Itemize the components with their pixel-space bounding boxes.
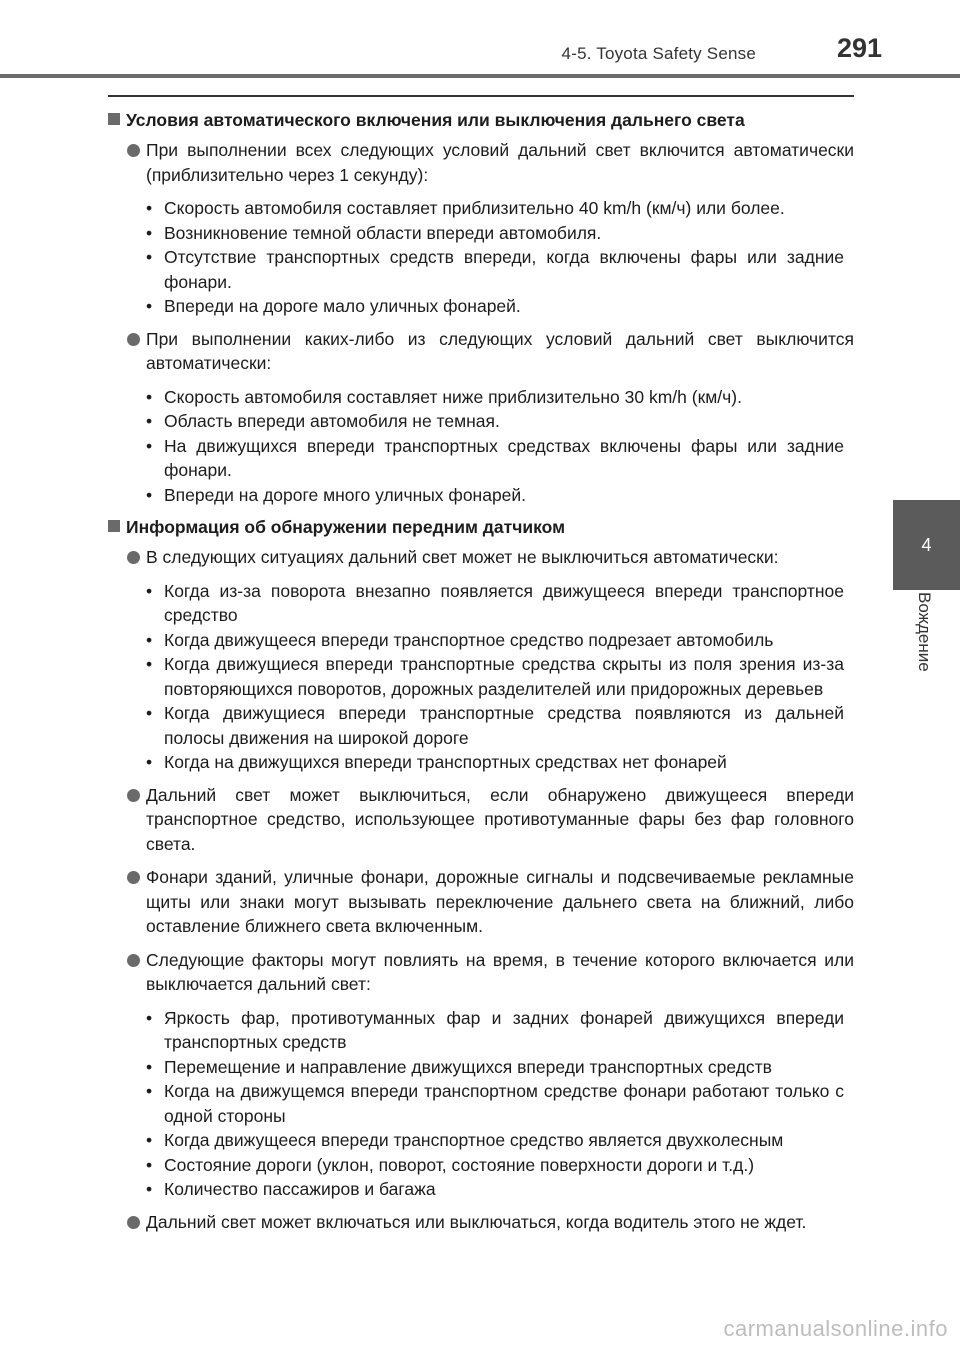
paragraph bbox=[108, 948, 854, 997]
bullet-item: • Когда на движущемся впереди транспортном средстве фонари работают только с одной стороны bbox=[108, 1079, 854, 1128]
section-heading-text: Условия автоматического включения или выключения дальнего света bbox=[126, 110, 745, 130]
chapter-label-text: Вождение bbox=[915, 592, 934, 672]
square-bullet-icon bbox=[108, 113, 120, 125]
paragraph-text: При выполнении всех следующих условий дальний свет включится автоматически (приблизительно через 1 секунду): bbox=[146, 140, 854, 185]
bullet-item: • Состояние дороги (уклон, поворот, состояние поверхности дороги и т.д.) bbox=[108, 1153, 854, 1178]
bullet-item: • Количество пассажиров и багажа bbox=[108, 1177, 854, 1202]
paragraph-text: В следующих ситуациях дальний свет может не выключиться автоматически: bbox=[146, 547, 779, 567]
paragraph-text: Фонари зданий, уличные фонари, дорожные сигналы и подсвечиваемые рекламные щиты или знаки могут вызывать переключение дальнего света на ближний, либо оставление ближнего света включенным. bbox=[146, 867, 854, 936]
section-heading-text: Информация об обнаружении передним датчиком bbox=[126, 517, 566, 537]
paragraph bbox=[108, 545, 854, 570]
circle-bullet-icon bbox=[127, 551, 140, 564]
content-divider bbox=[108, 95, 854, 97]
watermark: carmanualsonline.info bbox=[723, 1316, 948, 1341]
paragraph bbox=[108, 865, 854, 939]
bullet-list bbox=[108, 1006, 854, 1202]
bullet-item: • Скорость автомобиля составляет ниже приблизительно 30 km/h (км/ч). bbox=[108, 385, 854, 410]
bullet-item: • На движущихся впереди транспортных средствах включены фары или задние фонари. bbox=[108, 434, 854, 483]
bullet-item: • Когда движущееся впереди транспортное средство подрезает автомобиль bbox=[108, 628, 854, 653]
chapter-label bbox=[893, 592, 960, 712]
paragraph bbox=[108, 1210, 854, 1235]
page-content bbox=[108, 108, 854, 1243]
section-heading bbox=[108, 515, 854, 539]
header-section-title: 4-5. Toyota Safety Sense bbox=[561, 44, 756, 63]
bullet-item: • Когда движущиеся впереди транспортные средства появляются из дальней полосы движения на широкой дороге bbox=[108, 701, 854, 750]
circle-bullet-icon bbox=[127, 333, 140, 346]
paragraph-text: Дальний свет может выключиться, если обнаружено движущееся впереди транспортное средство, использующее противотуманные фары без фар головного света. bbox=[146, 784, 854, 854]
page-number: 291 bbox=[836, 33, 882, 63]
header-divider bbox=[0, 74, 960, 78]
bullet-item: • Перемещение и направление движущихся впереди транспортных средств bbox=[108, 1055, 854, 1080]
circle-bullet-icon bbox=[127, 871, 140, 884]
paragraph bbox=[108, 327, 854, 376]
bullet-item: • Скорость автомобиля составляет приблизительно 40 km/h (км/ч) или более. bbox=[108, 196, 854, 221]
bullet-item: • Возникновение темной области впереди автомобиля. bbox=[108, 221, 854, 246]
paragraph-text: Следующие факторы могут повлиять на время, в течение которого включается или выключается дальний свет: bbox=[146, 949, 854, 994]
bullet-item: • Отсутствие транспортных средств впереди, когда включены фары или задние фонари. bbox=[108, 245, 854, 294]
bullet-item: • Впереди на дороге много уличных фонарей. bbox=[108, 483, 854, 508]
circle-bullet-icon bbox=[127, 1216, 140, 1229]
bullet-item: • Яркость фар, противотуманных фар и задних фонарей движущихся впереди транспортных средств bbox=[108, 1006, 854, 1055]
bullet-item: • Когда движущееся впереди транспортное средство является двухколесным bbox=[108, 1128, 854, 1153]
chapter-tab[interactable] bbox=[893, 500, 960, 590]
chapter-number: 4 bbox=[921, 534, 932, 555]
bullet-item: • Область впереди автомобиля не темная. bbox=[108, 409, 854, 434]
paragraph-text: Дальний свет может включаться или выключаться, когда водитель этого не ждет. bbox=[146, 1211, 807, 1232]
page-header bbox=[0, 0, 960, 80]
paragraph-text: При выполнении каких-либо из следующих условий дальний свет выключится автоматически: bbox=[146, 328, 854, 373]
paragraph bbox=[108, 138, 854, 187]
bullet-item: • Когда на движущихся впереди транспортных средствах нет фонарей bbox=[108, 750, 854, 775]
bullet-list bbox=[108, 385, 854, 508]
section-heading bbox=[108, 108, 854, 132]
square-bullet-icon bbox=[108, 520, 120, 532]
bullet-item: • Когда движущиеся впереди транспортные средства скрыты из поля зрения из-за повторяющихся поворотов, дорожных разделителей или придорожных деревьев bbox=[108, 652, 854, 701]
paragraph bbox=[108, 783, 854, 857]
circle-bullet-icon bbox=[127, 144, 140, 157]
bullet-list bbox=[108, 196, 854, 319]
bullet-item: • Когда из-за поворота внезапно появляется движущееся впереди транспортное средство bbox=[108, 579, 854, 628]
circle-bullet-icon bbox=[127, 954, 140, 967]
bullet-item: • Впереди на дороге мало уличных фонарей. bbox=[108, 294, 854, 319]
bullet-list bbox=[108, 579, 854, 775]
circle-bullet-icon bbox=[127, 789, 140, 802]
